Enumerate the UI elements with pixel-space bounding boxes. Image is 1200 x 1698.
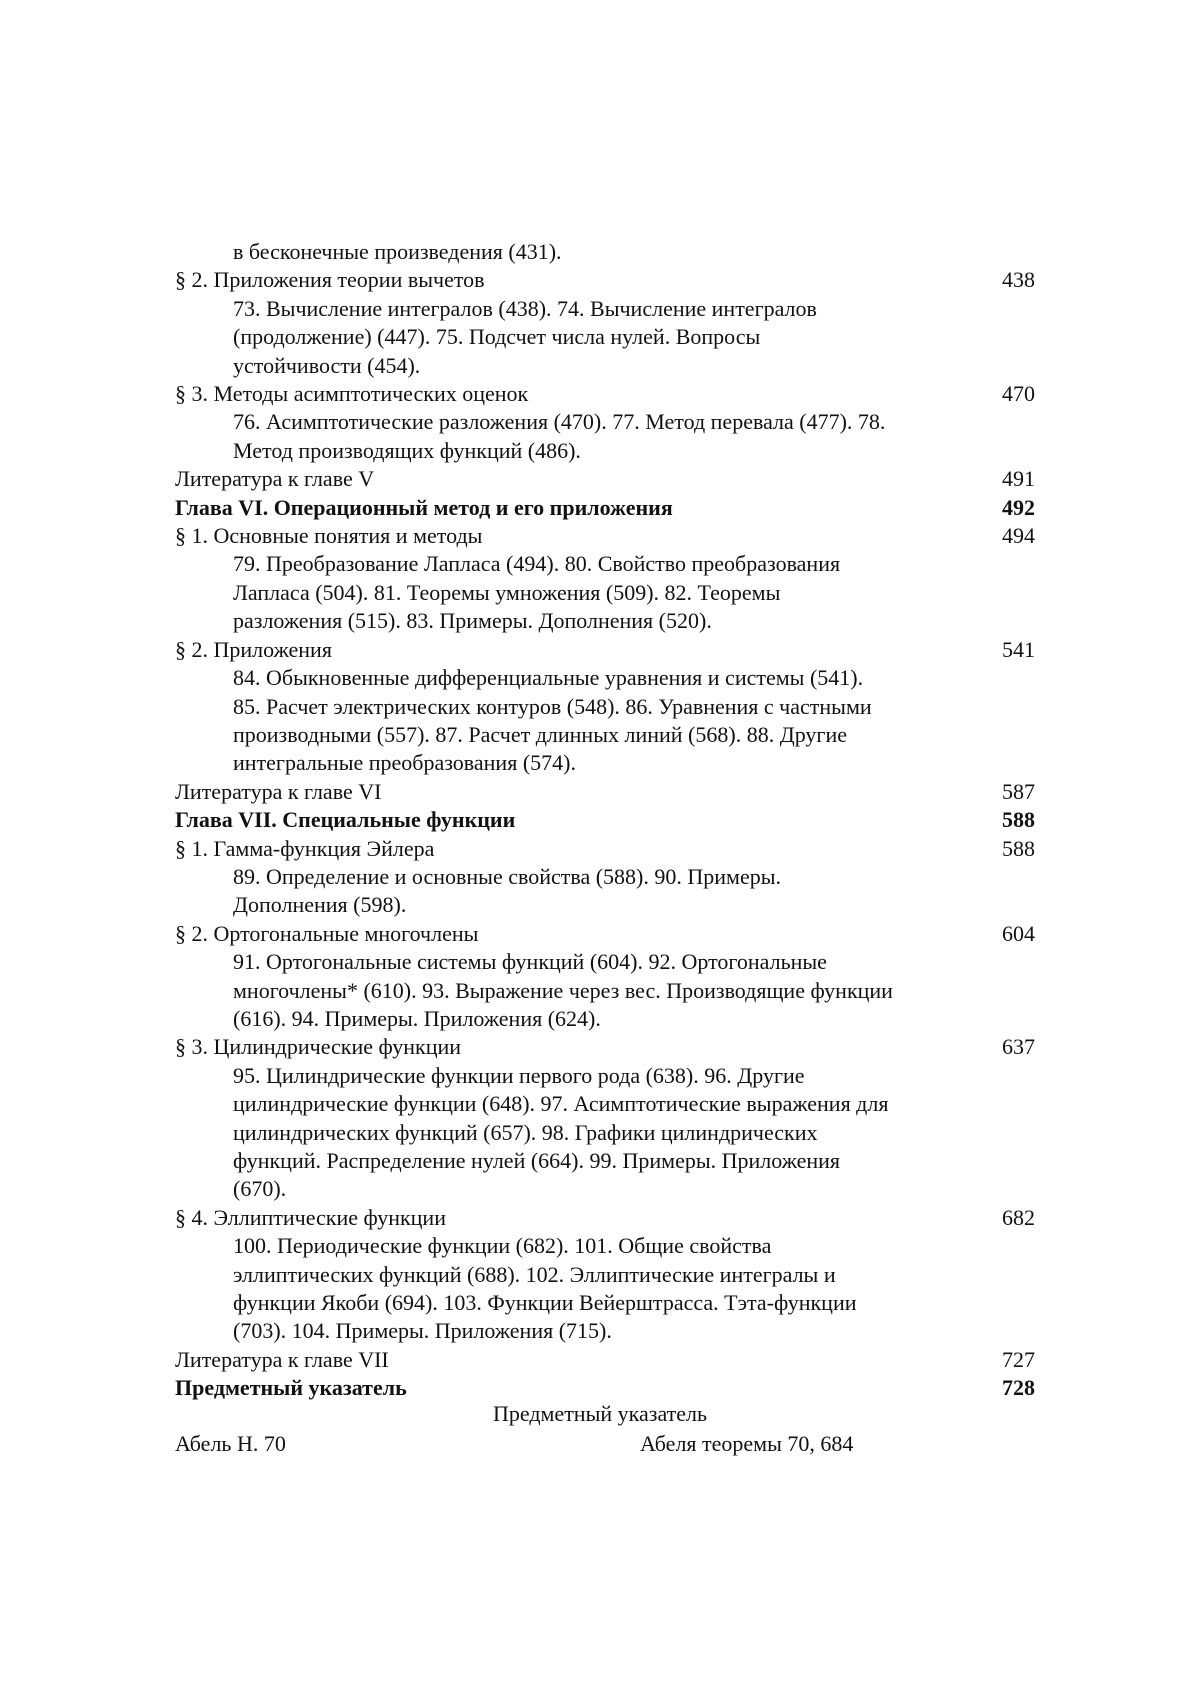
toc-subentries: 73. Вычисление интегралов (438). 74. Вычисление интегралов (продолжение) (447). 75. Подсчет числа нулей. Вопросы устойчивости (454). xyxy=(233,295,817,378)
toc-subentries: 84. Обыкновенные дифференциальные уравнения и системы (541). 85. Расчет электрических контуров (548). 86. Уравнения с частными производными (557). 87. Расчет длинных линий (568). 88. Другие интегральные преобразования (574). xyxy=(233,665,872,776)
toc-subentries: 95. Цилиндрические функции первого рода (638). 96. Другие цилиндрические функции (648). 97. Асимптотические выражения для цилиндрических функций (657). 98. Графики цилиндрических функций. Распределение нулей (664). 99. Примеры. Приложения (670). xyxy=(233,1062,889,1202)
toc-page-number: 491 xyxy=(1002,466,1035,492)
toc-page-number: 728 xyxy=(1002,1375,1035,1401)
toc-chapter-row xyxy=(175,1374,1035,1402)
toc-section-row xyxy=(175,522,1035,550)
toc-entry-title: Литература к главе V xyxy=(175,466,375,492)
index-entry: Абель Н. 70 xyxy=(175,1431,286,1456)
toc-entry-title: § 2. Приложения теории вычетов xyxy=(175,267,485,293)
toc-entry-title: Предметный указатель xyxy=(175,1375,407,1401)
toc-section-row xyxy=(175,835,1035,863)
toc-entry-title: § 2. Ортогональные многочлены xyxy=(175,920,479,946)
toc-page-number: 438 xyxy=(1002,267,1035,293)
toc-page-number: 727 xyxy=(1002,1346,1035,1372)
toc-subentries: в бесконечные произведения (431). xyxy=(233,239,562,264)
toc-page-number: 494 xyxy=(1002,523,1035,549)
toc-subentries: 79. Преобразование Лапласа (494). 80. Свойство преобразования Лапласа (504). 81. Теоремы умножения (509). 82. Теоремы разложения (515). 83. Примеры. Дополнения (520). xyxy=(233,551,841,634)
index-entry: Абеля теоремы 70, 684 xyxy=(640,1431,854,1456)
toc-subentries: 91. Ортогональные системы функций (604). 92. Ортогональные многочлены* (610). 93. Выражение через вес. Производящие функции (616). 94. Примеры. Приложения (624). xyxy=(233,949,893,1031)
toc-section-row xyxy=(175,920,1035,948)
toc-section-row xyxy=(175,1033,1035,1061)
toc-page-number: 588 xyxy=(1002,835,1035,861)
toc-entry-title: § 1. Гамма-функция Эйлера xyxy=(175,835,435,861)
toc-chapter-row xyxy=(175,806,1035,834)
toc-page-number: 682 xyxy=(1002,1204,1035,1230)
toc-entry-title: Литература к главе VI xyxy=(175,778,382,804)
toc-chapter-row xyxy=(175,494,1035,522)
table-of-contents xyxy=(175,238,1035,1403)
toc-entry-title: § 3. Методы асимптотических оценок xyxy=(175,381,529,407)
index-heading: Предметный указатель xyxy=(492,1401,708,1426)
toc-entry-title: Литература к главе VII xyxy=(175,1346,389,1372)
toc-entry-title: Глава VI. Операционный метод и его приложения xyxy=(175,494,673,520)
toc-section-row xyxy=(175,1204,1035,1232)
toc-entry-title: Глава VII. Специальные функции xyxy=(175,807,516,833)
toc-entry-title: § 1. Основные понятия и методы xyxy=(175,523,483,549)
toc-page-number: 604 xyxy=(1002,920,1035,946)
toc-page-number: 588 xyxy=(1002,807,1035,833)
toc-entry-title: § 3. Цилиндрические функции xyxy=(175,1034,462,1060)
toc-subentries: 76. Асимптотические разложения (470). 77. Метод перевала (477). 78. Метод производящих функций (486). xyxy=(233,409,886,463)
toc-page-number: 587 xyxy=(1002,778,1035,804)
toc-page-number: 470 xyxy=(1002,381,1035,407)
toc-section-row xyxy=(175,380,1035,408)
toc-section-row xyxy=(175,636,1035,664)
toc-section-row xyxy=(175,266,1035,294)
toc-section-row xyxy=(175,1346,1035,1374)
toc-page-number: 492 xyxy=(1002,494,1035,520)
toc-subentries: 89. Определение и основные свойства (588). 90. Примеры. Дополнения (598). xyxy=(233,863,782,918)
toc-subentries: 100. Периодические функции (682). 101. Общие свойства эллиптических функций (688). 102. Эллиптические интегралы и функции Якоби (694). 103. Функции Вейерштрасса. Тэта-функции (703). 104. Примеры. Приложения (715). xyxy=(233,1233,857,1344)
toc-section-row xyxy=(175,465,1035,493)
toc-entry-title: § 2. Приложения xyxy=(175,636,332,662)
toc-section-row xyxy=(175,778,1035,806)
toc-page-number: 541 xyxy=(1002,636,1035,662)
toc-page-number: 637 xyxy=(1002,1034,1035,1060)
toc-entry-title: § 4. Эллиптические функции xyxy=(175,1204,446,1230)
